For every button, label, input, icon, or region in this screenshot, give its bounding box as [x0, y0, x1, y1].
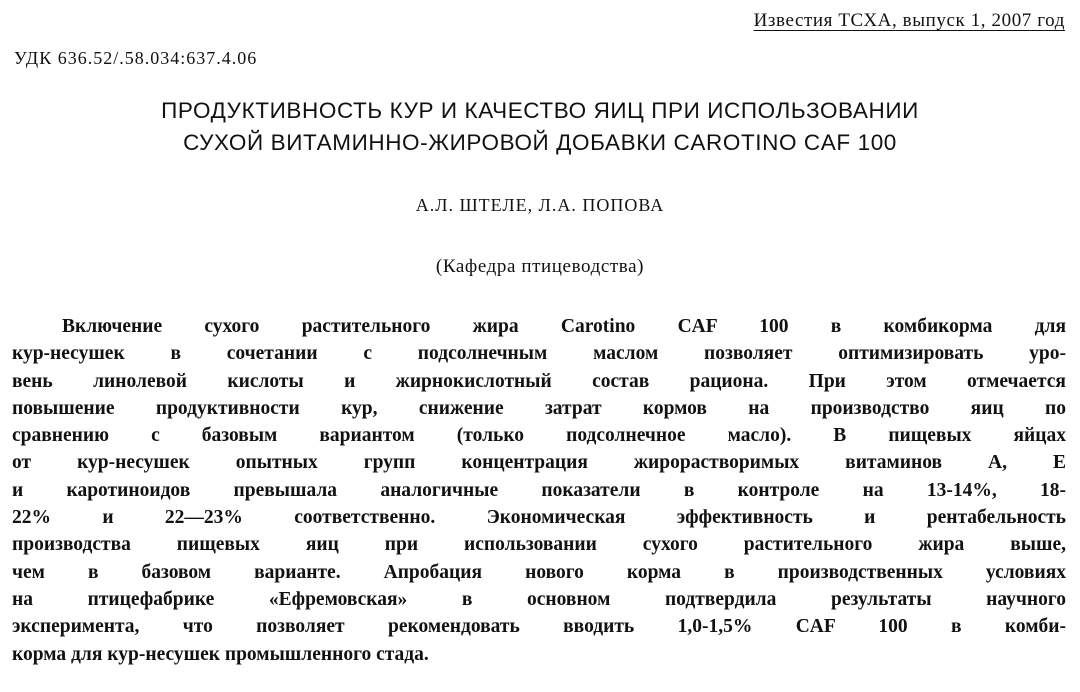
abstract-line: кур-несушек в сочетании с подсолнечным маслом позволяет оптимизировать уро-	[12, 343, 1066, 365]
abstract-line: на птицефабрике «Ефремовская» в основном подтвердила результаты научного	[12, 588, 1066, 610]
abstract-line: производства пищевых яиц при использовании сухого растительного жира выше,	[12, 534, 1066, 556]
abstract-line: вень линолевой кислоты и жирнокислотный состав рациона. При этом отмечается	[12, 370, 1066, 392]
abstract-line: корма для кур-несушек промышленного стада.	[12, 643, 429, 665]
abstract-line: Включение сухого растительного жира Carotino CAF 100 в комбикорма для	[62, 316, 1066, 337]
abstract-line: сравнению с базовым вариантом (только подсолнечное масло). В пищевых яйцах	[12, 425, 1066, 447]
abstract-line: чем в базовом варианте. Апробация нового корма в производственных условиях	[12, 561, 1066, 583]
journal-reference: Известия ТСХА, выпуск 1, 2007 год	[753, 10, 1065, 31]
department: (Кафедра птицеводства)	[435, 256, 645, 277]
abstract-line: от кур-несушек опытных групп концентрация жирорастворимых витаминов А, Е	[12, 452, 1066, 474]
article-title-line-2: СУХОЙ ВИТАМИННО-ЖИРОВОЙ ДОБАВКИ CAROTINO CAF 100	[183, 130, 897, 155]
abstract	[12, 313, 1066, 668]
abstract-line: 22% и 22—23% соответственно. Экономическая эффективность и рентабельность	[12, 507, 1066, 529]
authors: А.Л. ШТЕЛЕ, Л.А. ПОПОВА	[415, 195, 665, 215]
udk-code: УДК 636.52/.58.034:637.4.06	[14, 48, 258, 68]
article-title-line-1: ПРОДУКТИВНОСТЬ КУР И КАЧЕСТВО ЯИЦ ПРИ ИСПОЛЬЗОВАНИИ	[161, 98, 919, 123]
abstract-line: повышение продуктивности кур, снижение затрат кормов на производство яиц по	[12, 397, 1066, 419]
abstract-line: эксперимента, что позволяет рекомендовать вводить 1,0-1,5% CAF 100 в комби-	[12, 616, 1066, 638]
abstract-line: и каротиноидов превышала аналогичные показатели в контроле на 13-14%, 18-	[12, 479, 1066, 501]
article-title	[40, 95, 1040, 159]
